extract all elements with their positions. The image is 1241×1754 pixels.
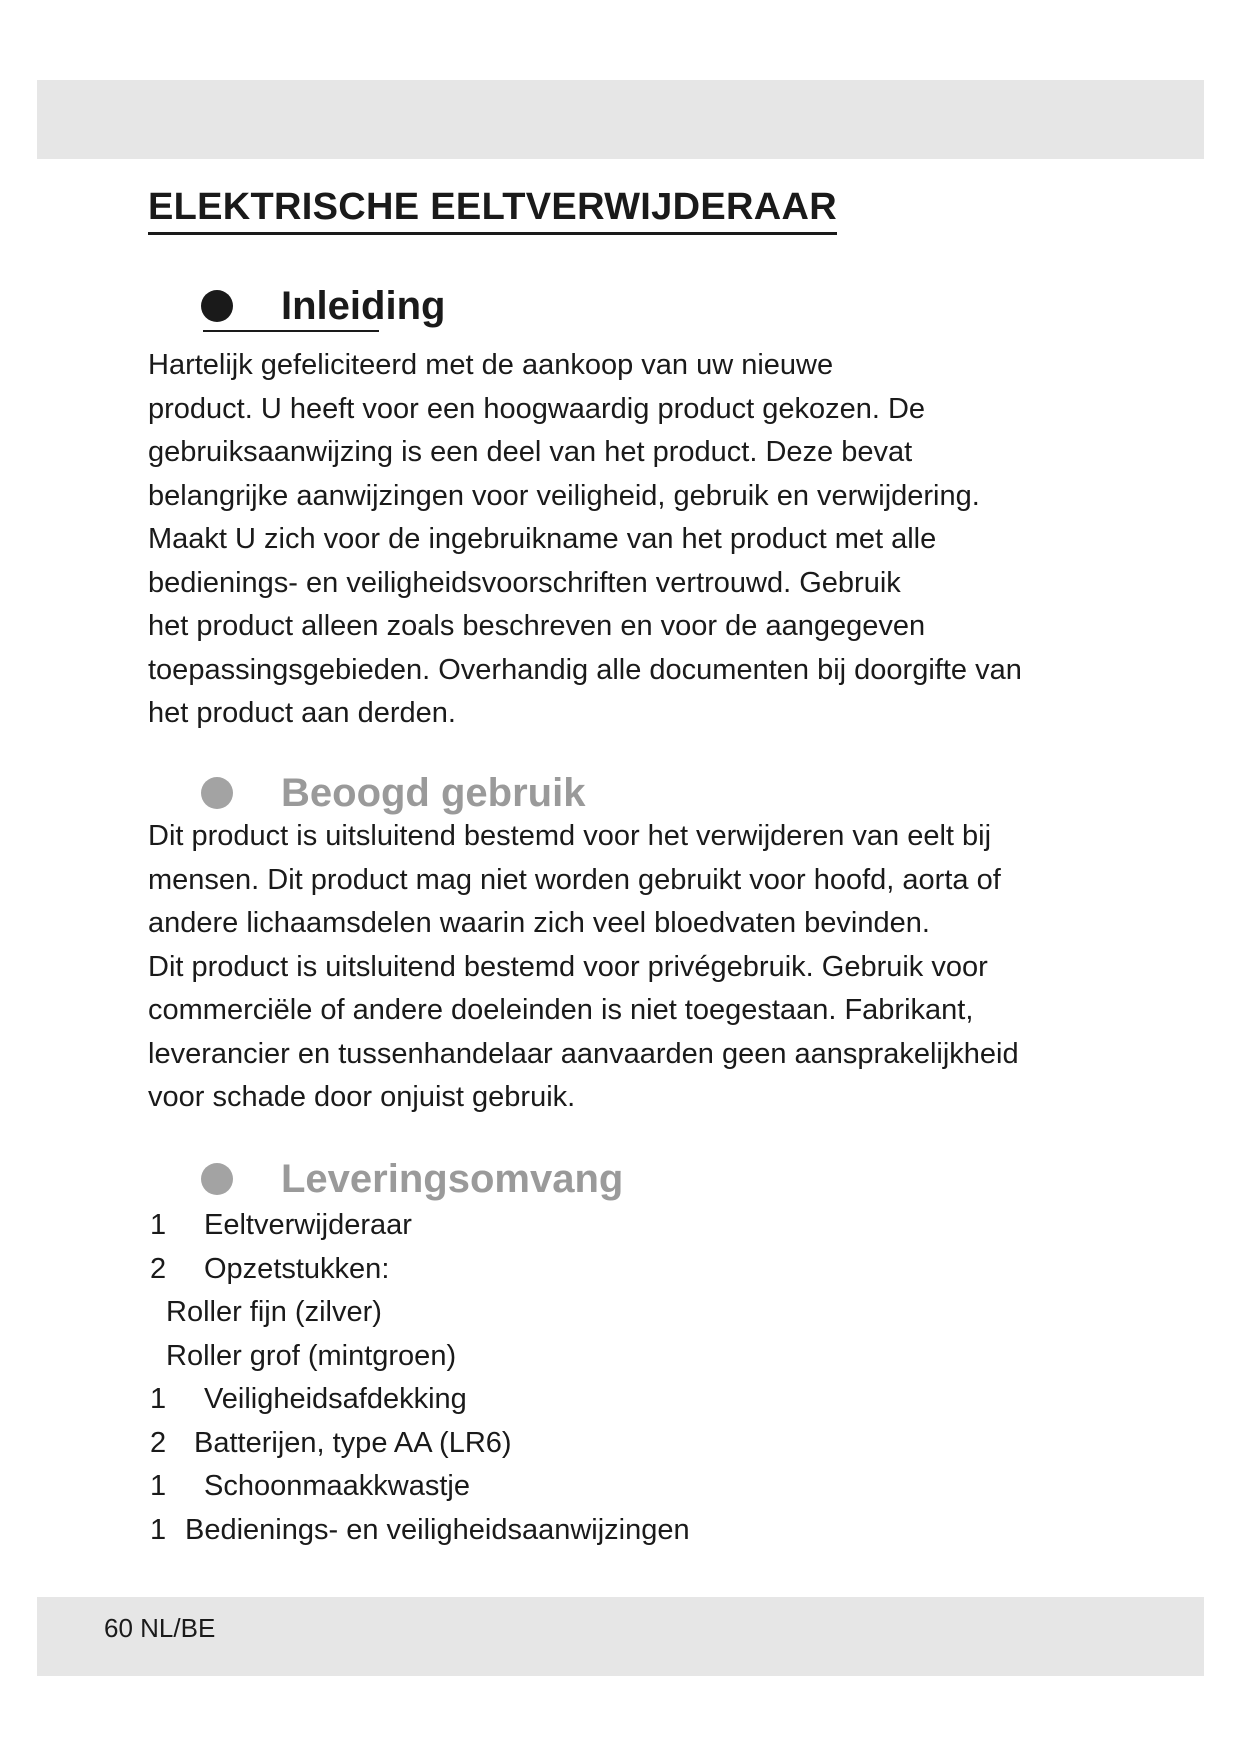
bullet-dot-icon <box>201 290 233 322</box>
text-line: voor schade door onjuist gebruik. <box>148 1081 576 1113</box>
text-line: Maakt U zich voor de ingebruikname van het product met alle <box>148 523 937 555</box>
item-text: Opzetstukken: <box>204 1252 390 1285</box>
intro-paragraph <box>148 344 1108 736</box>
text-line: commerciële of andere doeleinden is niet toegestaan. Fabrikant, <box>148 994 974 1026</box>
text-line: het product aan derden. <box>148 697 456 729</box>
section-title: Inleiding <box>281 284 446 328</box>
item-quantity: 1 <box>150 1209 167 1241</box>
item-quantity: 2 <box>150 1426 167 1459</box>
item-text: Batterijen, type AA (LR6) <box>194 1426 512 1459</box>
item-text: Roller fijn (zilver) <box>166 1296 382 1328</box>
item-text: Bedienings- en veiligheidsaanwijzingen <box>185 1513 690 1546</box>
text-line: belangrijke aanwijzingen voor veiligheid, gebruik en verwijdering. <box>148 479 980 512</box>
document-title: ELEKTRISCHE EELTVERWIJDERAAR <box>148 186 837 235</box>
item-text: Veiligheidsafdekking <box>204 1383 467 1415</box>
page-footer <box>104 1613 215 1644</box>
intended-use-paragraph <box>148 815 1108 1120</box>
bullet-dot-icon <box>201 1163 233 1195</box>
item-text: Schoonmaakkwastje <box>204 1470 470 1502</box>
bullet-dot-icon <box>201 777 233 809</box>
page-number: 60 <box>104 1613 133 1643</box>
section-title: Beoogd gebruik <box>281 771 586 815</box>
header-band <box>37 80 1204 159</box>
section-title: Leveringsomvang <box>281 1157 624 1201</box>
text-line: Hartelijk gefeliciteerd met de aankoop van uw nieuwe <box>148 349 834 381</box>
item-quantity: 1 <box>150 1383 167 1415</box>
text-line: bedienings- en veiligheidsvoorschriften vertrouwd. Gebruik <box>148 566 901 599</box>
heading-underline <box>203 330 379 332</box>
item-quantity: 2 <box>150 1252 167 1285</box>
item-text: Eeltverwijderaar <box>204 1209 412 1241</box>
text-line: Dit product is uitsluitend bestemd voor privégebruik. Gebruik voor <box>148 950 988 983</box>
text-line: mensen. Dit product mag niet worden gebruikt voor hoofd, aorta of <box>148 863 1001 896</box>
text-line: andere lichaamsdelen waarin zich veel bloedvaten bevinden. <box>148 907 930 939</box>
text-line: Dit product is uitsluitend bestemd voor het verwijderen van eelt bij <box>148 820 992 852</box>
item-quantity: 1 <box>150 1470 167 1502</box>
text-line: toepassingsgebieden. Overhandig alle documenten bij doorgifte van <box>148 653 1022 686</box>
text-line: het product alleen zoals beschreven en voor de aangegeven <box>148 610 926 642</box>
item-quantity: 1 <box>150 1513 167 1546</box>
text-line: product. U heeft voor een hoogwaardig product gekozen. De <box>148 392 926 425</box>
item-text: Roller grof (mintgroen) <box>166 1339 457 1372</box>
locale-label: NL/BE <box>140 1613 216 1643</box>
text-line: gebruiksaanwijzing is een deel van het product. Deze bevat <box>148 436 913 468</box>
text-line: leverancier en tussenhandelaar aanvaarden geen aansprakelijkheid <box>148 1037 1019 1070</box>
